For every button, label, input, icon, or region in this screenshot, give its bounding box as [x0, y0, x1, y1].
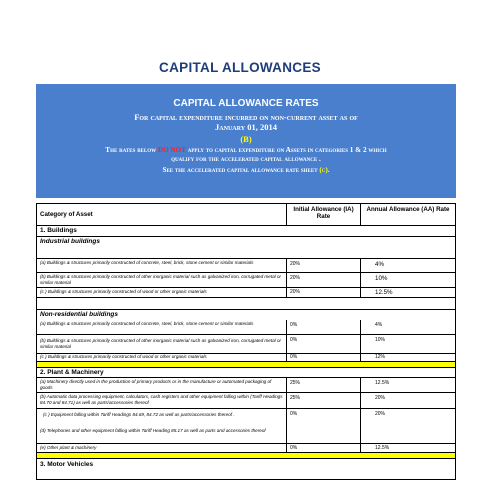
para-part-b: apply to capital expenditure on Assets in categories 1 & 2 which	[185, 146, 387, 154]
table-row	[37, 320, 455, 335]
row-ia: 20%	[290, 261, 301, 267]
subsection-title: Industrial buildings	[40, 238, 100, 245]
capital-allowance-banner	[36, 84, 456, 198]
row-aa: 12%	[375, 354, 386, 360]
section-title: 1. Buildings	[40, 227, 77, 234]
subsection-industrial	[37, 237, 455, 249]
row-aa: 12.5%	[375, 380, 390, 386]
rates-table	[36, 203, 456, 480]
see-letter: (c).	[319, 166, 330, 174]
row-aa: 4%	[375, 322, 383, 328]
table-row	[37, 354, 455, 362]
do-not-text: DO NOT	[157, 146, 186, 154]
row-ia: 0%	[290, 337, 298, 343]
table-row	[37, 444, 455, 453]
row-ia: 0%	[290, 322, 298, 328]
section-buildings	[37, 226, 455, 237]
row-description: (b) Buildings & structures primarily constructed of other inorganic material such as galvanized iron, corrugated metal or similar material	[40, 274, 282, 285]
see-text: See the accelerated capital allowance rate sheet	[162, 166, 320, 174]
row-aa: 20%	[375, 411, 386, 417]
banner-see-line	[36, 166, 456, 174]
row-description: (c ) Buildings & structures primarily constructed of wood or other organic materials	[40, 289, 207, 294]
row-ia: 0%	[290, 354, 298, 360]
page-title: CAPITAL ALLOWANCES	[159, 60, 321, 75]
row-description: (a) Buildings & structures primarily constructed of concrete, steel, brick, stone cement or similar materials	[40, 260, 254, 265]
row-description: (a) Buildings & structures primarily constructed of concrete, steel, brick, stone cement or similar materials	[40, 321, 254, 326]
row-description: (e) Other plant & machinery	[40, 445, 97, 450]
table-row	[37, 378, 455, 393]
row-ia: 25%	[290, 395, 301, 401]
section-plant	[37, 368, 455, 378]
row-ia: 20%	[290, 289, 301, 295]
para-part-a: The rates below	[105, 146, 158, 154]
table-row	[37, 335, 455, 354]
row-aa: 12.5%	[375, 289, 393, 296]
row-description: (c ) Buildings & structures primarily constructed of wood or other organic materials	[40, 354, 207, 359]
table-header-row	[37, 204, 455, 226]
row-ia: 20%	[290, 275, 301, 281]
header-ia: Initial Allowance (IA) Rate	[293, 206, 354, 220]
header-category: Category of Asset	[40, 211, 93, 218]
section-title: 2. Plant & Machinery	[40, 369, 104, 376]
row-ia: 0%	[290, 445, 298, 451]
row-ia: 0%	[290, 411, 298, 417]
row-ia: 25%	[290, 380, 301, 386]
subsection-nonres	[37, 310, 455, 320]
row-description: (b) Buildings & structures primarily constructed of other inorganic material such as galvanized iron, corrugated metal or similar material	[40, 338, 282, 349]
table-row	[37, 259, 455, 273]
row-aa: 4%	[375, 261, 384, 268]
banner-line1: For capital expenditure incurred on non-current asset as of	[134, 112, 358, 122]
section-title: 3. Motor Vehicles	[40, 461, 94, 468]
row-aa: 10%	[375, 275, 388, 282]
para-part-c: qualify for the accelerated capital allowance .	[171, 155, 321, 163]
row-description: (c ) Equipment falling within Tariff Headings 84.69, 84.72 as well as parts/accessories thereof .	[43, 412, 235, 417]
banner-line2: January 01, 2014	[215, 122, 277, 132]
table-row	[37, 288, 455, 298]
row-aa: 20%	[375, 395, 386, 401]
row-description: (b) Automatic data processing equipment, calculators, cash registers and other equipment falling within (Tariff Headings 84.70 and 84.71) as well as parts/accessories thereof	[40, 394, 283, 405]
banner-letter: (B)	[240, 134, 252, 144]
row-description: (a) Machinery directly used in the production of primary products or in the manufacture or automated packaging of goods	[40, 379, 272, 390]
banner-heading: CAPITAL ALLOWANCE RATES	[173, 98, 319, 109]
row-aa: 12.5%	[375, 445, 390, 451]
table-row	[37, 393, 455, 409]
banner-paragraph	[36, 146, 456, 164]
row-aa: 10%	[375, 337, 386, 343]
header-aa: Annual Allowance (AA) Rate	[366, 206, 450, 213]
table-row	[37, 409, 455, 444]
row-description-d: (d) Telephones and other equipment falling within Tariff Heading 85.17 as well as parts and accessories thereof	[40, 428, 266, 433]
subsection-title: Non-residential buildings	[40, 311, 119, 318]
banner-subheading	[36, 112, 456, 132]
section-motor	[37, 459, 455, 471]
table-row	[37, 273, 455, 288]
